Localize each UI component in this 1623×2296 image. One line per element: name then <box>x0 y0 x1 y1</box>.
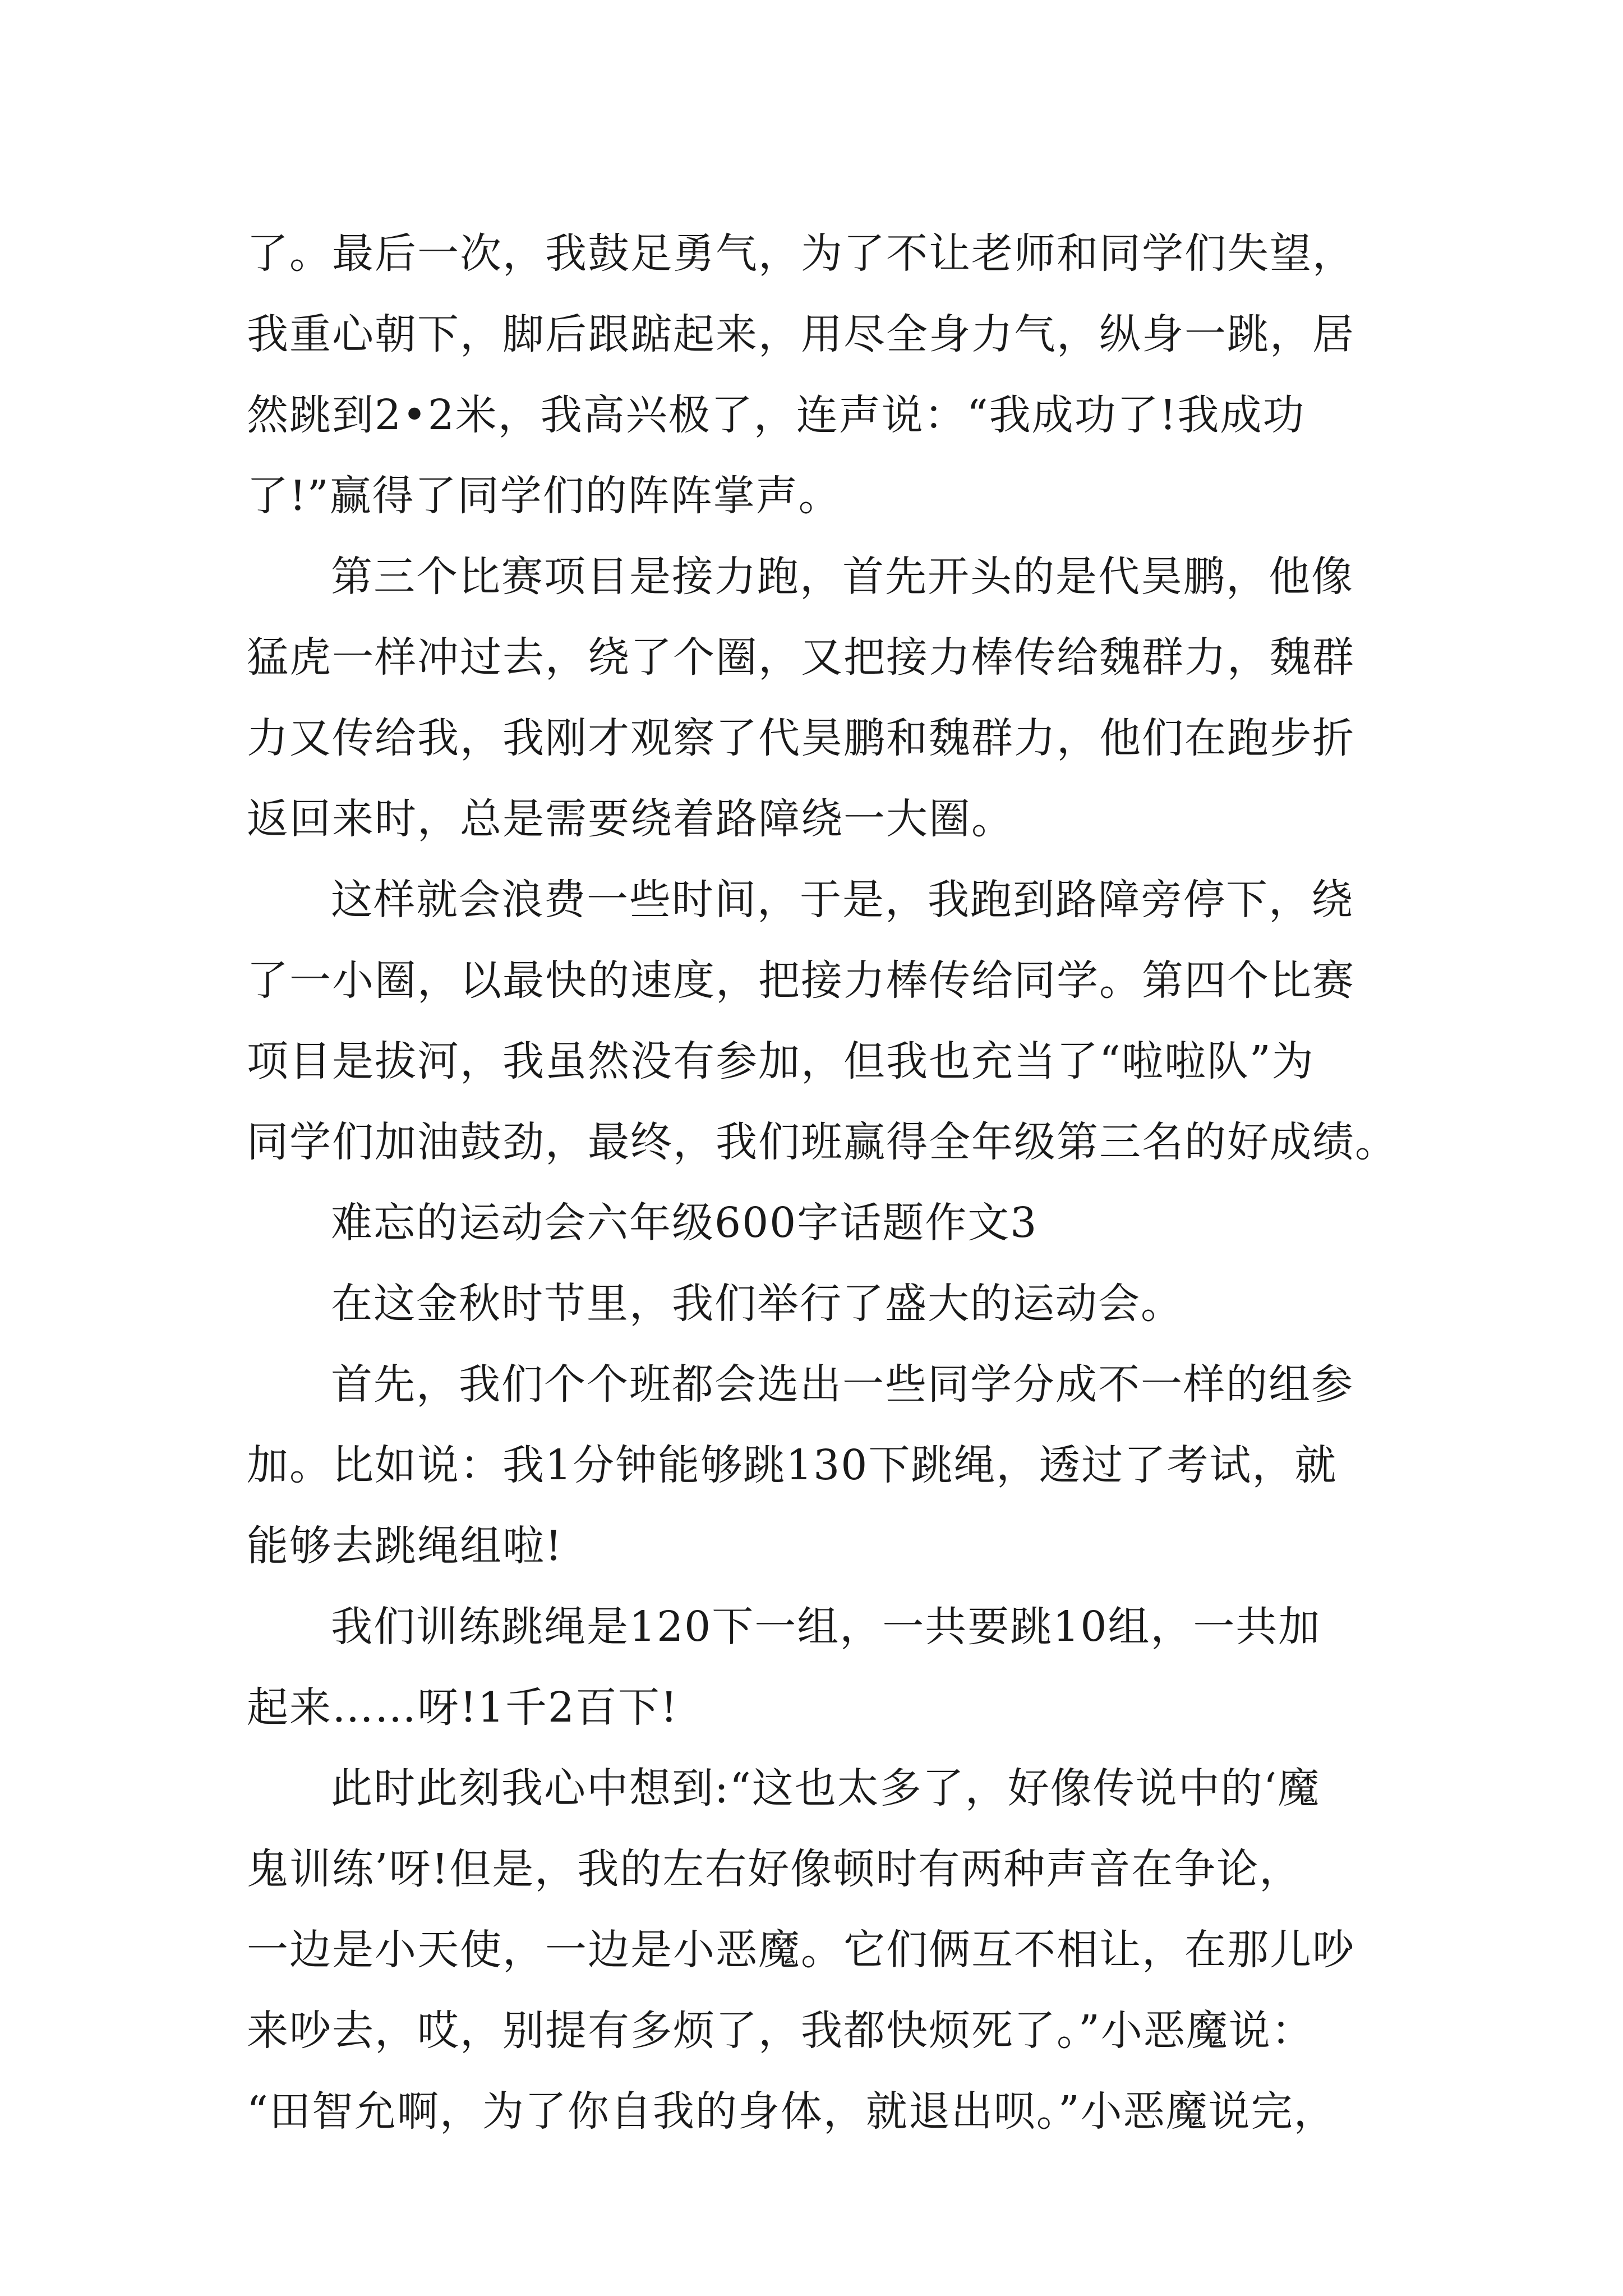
text-line: 来吵去，哎，别提有多烦了，我都快烦死了。”小恶魔说： <box>247 2007 1314 2055</box>
essay-title: 难忘的运动会六年级600字话题作文3 <box>331 1199 1038 1247</box>
text-line: 了一小圈，以最快的速度，把接力棒传给同学。第四个比赛 <box>247 956 1355 1005</box>
paragraph-first-line: 我们训练跳绳是120下一组，一共要跳10组，一共加 <box>331 1603 1321 1651</box>
text-line: 返回来时，总是需要绕着路障绕一大圈。 <box>247 795 1014 843</box>
text-line: 我重心朝下，脚后跟踮起来，用尽全身力气，纵身一跳，居 <box>247 310 1355 358</box>
paragraph-first-line: 在这金秋时节里，我们举行了盛大的运动会。 <box>331 1280 1183 1328</box>
text-line: 力又传给我，我刚才观察了代昊鹏和魏群力，他们在跑步折 <box>247 714 1355 762</box>
paragraph-first-line: 这样就会浪费一些时间，于是，我跑到路障旁停下，绕 <box>331 876 1354 924</box>
text-line: 加。比如说：我1分钟能够跳130下跳绳，透过了考试，就 <box>247 1441 1338 1489</box>
paragraph-first-line: 首先，我们个个班都会选出一些同学分成不一样的组参 <box>331 1360 1354 1409</box>
text-line: 猛虎一样冲过去，绕了个圈，又把接力棒传给魏群力，魏群 <box>247 633 1355 682</box>
text-line: “田智允啊，为了你自我的身体，就退出呗。”小恶魔说完， <box>247 2087 1336 2136</box>
paragraph-first-line: 第三个比赛项目是接力跑，首先开头的是代昊鹏，他像 <box>331 553 1354 601</box>
text-line: 了。最后一次，我鼓足勇气，为了不让老师和同学们失望， <box>247 229 1355 278</box>
essay-body <box>247 213 1396 2152</box>
text-line: 能够去跳绳组啦! <box>247 1522 563 1570</box>
text-line: 然跳到2•2米，我高兴极了，连声说：“我成功了!我成功 <box>247 391 1306 439</box>
text-line: 一边是小天使，一边是小恶魔。它们俩互不相让，在那儿吵 <box>247 1926 1355 1974</box>
text-line: 了!”赢得了同学们的阵阵掌声。 <box>247 472 841 520</box>
text-line: 项目是拔河，我虽然没有参加，但我也充当了“啦啦队”为 <box>247 1037 1315 1085</box>
text-line: 起来……呀!1千2百下! <box>247 1683 679 1732</box>
text-line: 同学们加油鼓劲，最终，我们班赢得全年级第三名的好成绩。 <box>247 1118 1398 1166</box>
text-line: 鬼训练’呀!但是，我的左右好像顿时有两种声音在争论， <box>247 1845 1302 1893</box>
paragraph-first-line: 此时此刻我心中想到:“这也太多了，好像传说中的‘魔 <box>331 1764 1321 1812</box>
